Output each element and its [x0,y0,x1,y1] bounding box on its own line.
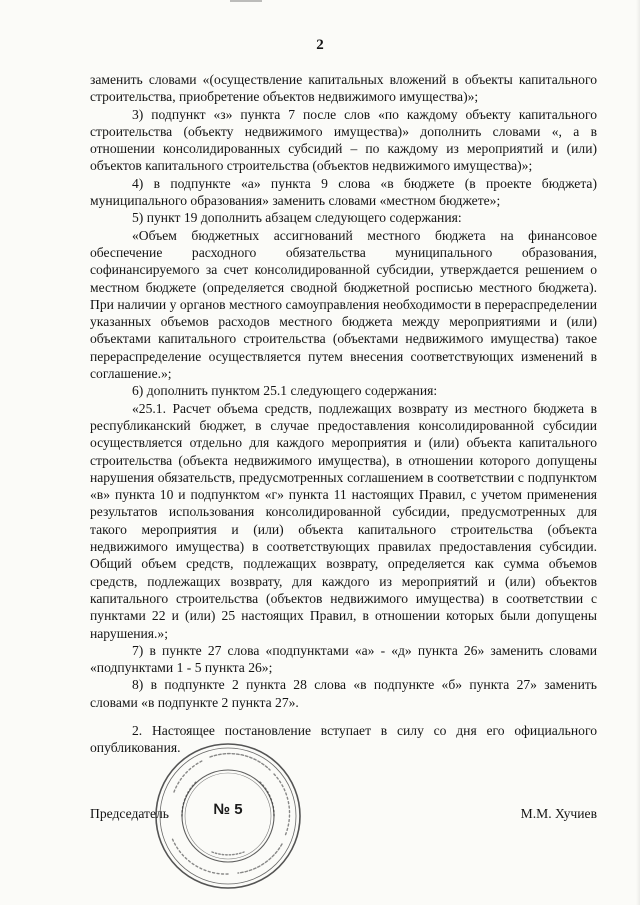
paragraph-item-5: 5) пункт 19 дополнить абзацем следующего содержания: [132,210,462,226]
seal-number: № 5 [213,801,243,818]
paragraph-entry-into-force: 2. Настоящее постановление вступает в силу со дня его официального опубликования. [90,722,597,756]
signer-title: Председатель [90,806,169,821]
official-seal [152,740,304,892]
paragraph-quoted-25-1: «25.1. Расчет объема средств, подлежащих возврату из местного бюджета в республиканский бюджет, в случае предоставления консолидированной субсидии осуществляется отдельно для каждого мероприятия и (или) объекта капитального строительства (объекта недвижимого имущества), в отношении которого допущены нарушения обязательств, предусмотренных соглашением в соответствии с подпунктом «в» пункта 10 и подпунктом «г» пункта 11 настоящих Правил, с учетом применения результатов использования консолидированной субсидии, предусмотренных для такого мероприятия и (или) объекта капитального строительства (объекта недвижимого имущества) в соответствующих правилах предоставления субсидии. Общий объем средств, подлежащих возврату, определяется как сумма объемов средств, подлежащих возврату, для каждого из мероприятий и (или) объектов капитального строительства (объектов недвижимого имущества) в соответствии с пунктами 22 и (или) 25 настоящих Правил, в отношении которых были допущены нарушения.»; [90,400,597,641]
page-number: 2 [316,37,324,53]
paragraph-item-3: 3) подпункт «з» пункта 7 после слов «по каждому объекту капитального строительства (объекту недвижимого имущества)» дополнить словами «, а в отношении консолидированных субсидий – по каждому из мероприятий и (или) объектов капитального строительства (объектов недвижимого имущества)»; [90,106,597,174]
paragraph-item-4: 4) в подпункте «а» пункта 9 слова «в бюджете (в проекте бюджета) муниципального образования» заменить словами «местном бюджете»; [90,175,597,209]
paragraph-item-7: 7) в пункте 27 слова «подпунктами «а» - «д» пункта 26» заменить словами «подпунктами 1 - 5 пункта 26»; [90,642,597,676]
document-body [90,71,597,757]
paragraph-replace-words: заменить словами «(осуществление капитальных вложений в объекты капитального строительства, приобретение объектов недвижимого имущества)»; [90,72,597,105]
paragraph-quoted-budget: «Объем бюджетных ассигнований местного бюджета на финансовое обеспечение расходного обязательства муниципального образования, софинансируемого за счет консолидированной субсидии, утверждается решением о местном бюджете (определяется сводной бюджетной росписью местного бюджета). При наличии у органов местного самоуправления необходимости в перераспределении указанных объемов расходов местного бюджета между мероприятиями и (или) объектами капитального строительства (объектами недвижимого имущества) такое перераспределение осуществляется путем внесения соответствующих изменений в соглашение.»; [90,227,597,382]
paragraph-item-8: 8) в подпункте 2 пункта 28 слова «в подпункте «б» пункта 27» заменить словами «в подпункте 2 пункта 27». [90,677,597,710]
paragraph-item-6: 6) дополнить пунктом 25.1 следующего содержания: [132,383,438,399]
signer-name: М.М. Хучиев [520,806,597,821]
scan-edge-shadow [636,0,640,905]
scan-mark [230,0,262,2]
